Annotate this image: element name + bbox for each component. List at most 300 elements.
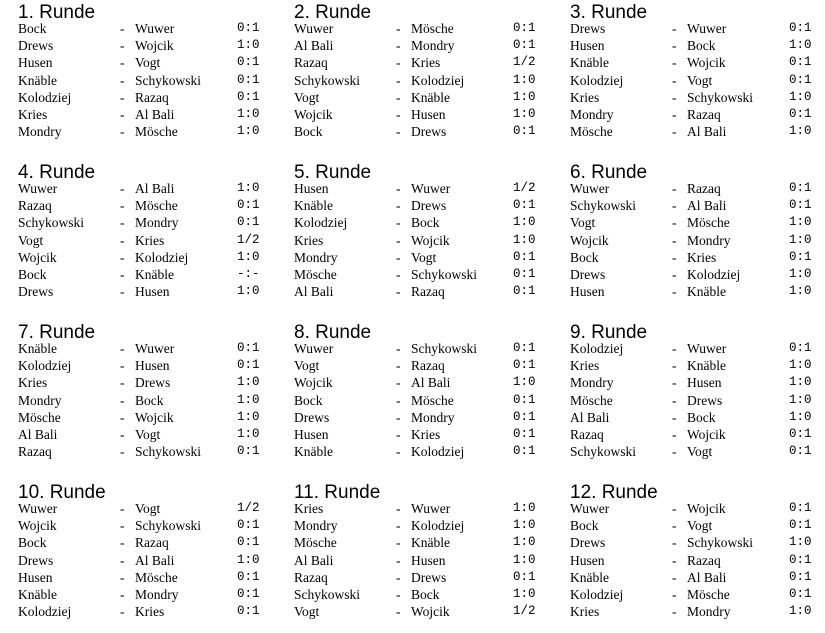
pairing-row xyxy=(294,534,556,551)
white-player: Razaq xyxy=(294,569,328,585)
pairing-row xyxy=(294,249,556,266)
pairing-separator: - xyxy=(396,232,401,248)
white-player: Wuwer xyxy=(18,181,58,196)
pairing-separator: - xyxy=(120,586,125,602)
white-player: Husen xyxy=(570,552,605,568)
pairing-row xyxy=(570,534,825,551)
pairing-separator: - xyxy=(396,518,401,534)
black-player: Kries xyxy=(687,249,717,265)
pairing-row xyxy=(570,500,825,517)
white-player: Schykowski xyxy=(570,198,637,214)
white-player: Al Bali xyxy=(294,552,334,568)
game-result: 0:1 xyxy=(789,426,812,441)
pairings-list xyxy=(294,20,556,140)
pairing-row xyxy=(570,180,825,197)
white-player: Mösche xyxy=(570,392,613,408)
black-player: Razaq xyxy=(687,106,721,122)
pairing-separator: - xyxy=(120,358,125,374)
round-title: 8. Runde xyxy=(294,322,372,343)
pairing-separator: - xyxy=(396,392,401,408)
pairing-row xyxy=(570,72,825,89)
pairing-separator: - xyxy=(120,89,125,105)
pairing-separator: - xyxy=(120,124,125,140)
game-result: 1:0 xyxy=(237,392,260,407)
pairing-separator: - xyxy=(396,266,401,282)
game-result: 1/2 xyxy=(237,501,260,515)
round-title: 10. Runde xyxy=(18,482,106,503)
pairing-separator: - xyxy=(672,358,677,374)
black-player: Razaq xyxy=(687,181,721,196)
pairing-row xyxy=(294,374,556,391)
game-result: 0:1 xyxy=(789,444,812,459)
game-result: 0:1 xyxy=(513,358,536,373)
black-player: Mösche xyxy=(411,392,454,408)
pairing-row xyxy=(570,552,825,569)
round-title: 5. Runde xyxy=(294,162,372,183)
game-result: 1:0 xyxy=(513,72,536,87)
game-result: 0:1 xyxy=(789,518,812,533)
white-player: Knäble xyxy=(294,198,333,214)
black-player: Bock xyxy=(411,215,440,231)
game-result: 1/2 xyxy=(513,55,536,70)
game-result: 0:1 xyxy=(237,604,260,619)
white-player: Mondry xyxy=(294,249,338,265)
pairing-separator: - xyxy=(120,518,125,534)
round-block-7 xyxy=(18,322,280,460)
game-result: 1:0 xyxy=(789,215,812,230)
game-result: -:- xyxy=(237,266,260,281)
black-player: Razaq xyxy=(687,552,721,568)
pairing-separator: - xyxy=(396,444,401,460)
black-player: Kries xyxy=(411,55,441,71)
black-player: Schykowski xyxy=(411,341,478,356)
pairing-row xyxy=(570,123,825,140)
pairing-row xyxy=(294,357,556,374)
black-player: Vogt xyxy=(135,501,161,516)
white-player: Bock xyxy=(18,535,47,551)
pairing-row xyxy=(18,534,280,551)
game-result: 1:0 xyxy=(237,249,260,264)
white-player: Husen xyxy=(294,181,329,196)
game-result: 0:1 xyxy=(789,198,812,213)
white-player: Husen xyxy=(570,38,605,54)
pairing-separator: - xyxy=(396,501,401,516)
pairings-list xyxy=(294,500,556,620)
pairings-list xyxy=(570,180,825,300)
black-player: Wuwer xyxy=(687,341,727,356)
game-result: 1:0 xyxy=(237,106,260,121)
game-result: 0:1 xyxy=(513,444,536,459)
pairing-separator: - xyxy=(120,392,125,408)
pairing-separator: - xyxy=(672,444,677,460)
pairing-separator: - xyxy=(120,604,125,620)
pairing-separator: - xyxy=(672,284,677,300)
game-result: 0:1 xyxy=(237,569,260,584)
pairing-separator: - xyxy=(672,198,677,214)
pairing-separator: - xyxy=(120,284,125,300)
round-block-2 xyxy=(294,2,556,140)
pairing-row xyxy=(294,283,556,300)
pairing-separator: - xyxy=(672,89,677,105)
pairing-row xyxy=(18,392,280,409)
game-result: 1:0 xyxy=(237,284,260,299)
white-player: Kries xyxy=(570,358,600,374)
round-block-5 xyxy=(294,162,556,300)
pairing-row xyxy=(294,443,556,460)
white-player: Schykowski xyxy=(294,586,361,602)
white-player: Knäble xyxy=(18,72,57,88)
pairing-row xyxy=(18,180,280,197)
pairing-row xyxy=(18,197,280,214)
game-result: 1:0 xyxy=(237,426,260,441)
black-player: Bock xyxy=(135,392,164,408)
game-result: 1:0 xyxy=(513,375,536,390)
pairing-row xyxy=(570,443,825,460)
pairing-row xyxy=(294,500,556,517)
black-player: Al Bali xyxy=(135,106,175,122)
game-result: 1:0 xyxy=(237,375,260,390)
game-result: 1:0 xyxy=(789,38,812,53)
white-player: Kries xyxy=(18,106,48,122)
game-result: 1:0 xyxy=(789,535,812,550)
white-player: Bock xyxy=(18,266,47,282)
pairing-row xyxy=(18,20,280,37)
game-result: 1:0 xyxy=(513,232,536,247)
white-player: Husen xyxy=(294,426,329,442)
black-player: Knäble xyxy=(687,284,726,300)
pairing-separator: - xyxy=(120,266,125,282)
pairing-separator: - xyxy=(672,215,677,231)
black-player: Razaq xyxy=(135,535,169,551)
black-player: Knäble xyxy=(135,266,174,282)
white-player: Vogt xyxy=(294,358,320,374)
white-player: Kolodziej xyxy=(18,358,72,374)
pairing-row xyxy=(18,54,280,71)
pairing-separator: - xyxy=(672,266,677,282)
pairing-separator: - xyxy=(672,21,677,36)
white-player: Mösche xyxy=(294,535,337,551)
game-result: 0:1 xyxy=(237,586,260,601)
round-block-3 xyxy=(570,2,825,140)
pairing-separator: - xyxy=(672,535,677,551)
white-player: Mondry xyxy=(18,124,62,140)
game-result: 0:1 xyxy=(237,215,260,230)
black-player: Kries xyxy=(411,426,441,442)
pairing-separator: - xyxy=(120,21,125,36)
black-player: Wuwer xyxy=(411,501,451,516)
game-result: 1:0 xyxy=(237,38,260,53)
pairing-separator: - xyxy=(396,535,401,551)
pairing-row xyxy=(294,123,556,140)
white-player: Kolodziej xyxy=(570,72,624,88)
pairing-row xyxy=(294,72,556,89)
game-result: 1/2 xyxy=(513,604,536,619)
white-player: Wuwer xyxy=(18,501,58,516)
white-player: Kries xyxy=(570,604,600,620)
white-player: Al Bali xyxy=(294,284,334,300)
pairing-row xyxy=(18,249,280,266)
white-player: Bock xyxy=(294,392,323,408)
game-result: 0:1 xyxy=(237,535,260,550)
black-player: Mondry xyxy=(135,215,179,231)
white-player: Kolodziej xyxy=(294,215,348,231)
game-result: 1:0 xyxy=(237,181,260,195)
black-player: Mondry xyxy=(411,409,455,425)
black-player: Wojcik xyxy=(411,604,450,620)
black-player: Schykowski xyxy=(135,72,202,88)
round-title: 9. Runde xyxy=(570,322,648,343)
black-player: Wojcik xyxy=(687,501,726,516)
pairings-list xyxy=(18,180,280,300)
black-player: Razaq xyxy=(411,284,445,300)
white-player: Bock xyxy=(294,124,323,140)
game-result: 1:0 xyxy=(789,604,812,619)
black-player: Husen xyxy=(135,358,170,374)
black-player: Husen xyxy=(687,375,722,391)
black-player: Kolodziej xyxy=(687,266,741,282)
white-player: Schykowski xyxy=(294,72,361,88)
game-result: 0:1 xyxy=(513,284,536,299)
pairing-separator: - xyxy=(396,89,401,105)
pairing-separator: - xyxy=(396,198,401,214)
black-player: Knäble xyxy=(411,535,450,551)
pairing-row xyxy=(18,409,280,426)
pairing-row xyxy=(570,603,825,620)
white-player: Mösche xyxy=(570,124,613,140)
game-result: 1:0 xyxy=(789,124,812,139)
game-result: 1:0 xyxy=(789,392,812,407)
pairing-separator: - xyxy=(672,249,677,265)
black-player: Wojcik xyxy=(135,409,174,425)
game-result: 1:0 xyxy=(513,518,536,533)
white-player: Kries xyxy=(18,375,48,391)
game-result: 0:1 xyxy=(789,341,812,355)
black-player: Wojcik xyxy=(411,232,450,248)
pairing-row xyxy=(18,517,280,534)
pairing-row xyxy=(294,552,556,569)
pairing-row xyxy=(294,20,556,37)
black-player: Kries xyxy=(135,232,165,248)
game-result: 0:1 xyxy=(789,552,812,567)
pairing-separator: - xyxy=(672,501,677,516)
white-player: Wojcik xyxy=(570,232,609,248)
black-player: Vogt xyxy=(687,72,713,88)
pairing-separator: - xyxy=(120,198,125,214)
white-player: Drews xyxy=(18,552,54,568)
white-player: Knäble xyxy=(18,341,57,356)
pairing-row xyxy=(570,89,825,106)
pairing-row xyxy=(294,586,556,603)
pairing-separator: - xyxy=(120,181,125,196)
white-player: Schykowski xyxy=(18,215,85,231)
pairing-separator: - xyxy=(396,426,401,442)
pairings-list xyxy=(18,20,280,140)
white-player: Husen xyxy=(18,569,53,585)
white-player: Mondry xyxy=(18,392,62,408)
white-player: Schykowski xyxy=(570,444,637,460)
game-result: 0:1 xyxy=(789,501,812,515)
pairings-list xyxy=(294,180,556,300)
pairing-row xyxy=(294,603,556,620)
black-player: Mondry xyxy=(411,38,455,54)
game-result: 0:1 xyxy=(513,249,536,264)
game-result: 1:0 xyxy=(513,552,536,567)
pairing-separator: - xyxy=(120,569,125,585)
pairing-row xyxy=(18,214,280,231)
black-player: Mondry xyxy=(687,232,731,248)
white-player: Kolodziej xyxy=(570,341,624,356)
pairings-list xyxy=(570,340,825,460)
black-player: Vogt xyxy=(411,249,437,265)
white-player: Razaq xyxy=(18,444,52,460)
black-player: Wuwer xyxy=(135,341,175,356)
pairing-separator: - xyxy=(396,604,401,620)
white-player: Razaq xyxy=(294,55,328,71)
white-player: Mösche xyxy=(18,409,61,425)
white-player: Knäble xyxy=(570,569,609,585)
game-result: 1:0 xyxy=(513,501,536,515)
game-result: 0:1 xyxy=(513,21,536,35)
white-player: Razaq xyxy=(570,426,604,442)
white-player: Kries xyxy=(294,232,324,248)
black-player: Husen xyxy=(411,106,446,122)
white-player: Husen xyxy=(570,284,605,300)
pairing-row xyxy=(570,249,825,266)
black-player: Mondry xyxy=(687,604,731,620)
game-result: 1:0 xyxy=(789,375,812,390)
pairing-row xyxy=(294,106,556,123)
pairing-row xyxy=(294,340,556,357)
black-player: Wojcik xyxy=(687,55,726,71)
pairing-separator: - xyxy=(396,124,401,140)
black-player: Husen xyxy=(135,284,170,300)
pairing-separator: - xyxy=(120,535,125,551)
black-player: Schykowski xyxy=(687,89,754,105)
black-player: Bock xyxy=(687,409,716,425)
pairing-row xyxy=(570,586,825,603)
pairing-row xyxy=(18,266,280,283)
pairing-row xyxy=(570,409,825,426)
game-result: 0:1 xyxy=(789,249,812,264)
game-result: 1/2 xyxy=(513,181,536,195)
pairing-separator: - xyxy=(672,518,677,534)
game-result: 0:1 xyxy=(237,72,260,87)
game-result: 1:0 xyxy=(237,124,260,139)
game-result: 0:1 xyxy=(237,341,260,355)
pairing-separator: - xyxy=(396,358,401,374)
white-player: Al Bali xyxy=(294,38,334,54)
round-block-4 xyxy=(18,162,280,300)
black-player: Al Bali xyxy=(687,569,727,585)
white-player: Drews xyxy=(570,266,606,282)
pairing-separator: - xyxy=(120,72,125,88)
pairing-row xyxy=(294,232,556,249)
pairing-separator: - xyxy=(120,409,125,425)
pairing-separator: - xyxy=(672,586,677,602)
pairing-row xyxy=(18,37,280,54)
pairings-list xyxy=(294,340,556,460)
game-result: 1:0 xyxy=(513,89,536,104)
white-player: Kolodziej xyxy=(18,89,72,105)
pairing-row xyxy=(294,37,556,54)
black-player: Al Bali xyxy=(135,181,175,196)
game-result: 0:1 xyxy=(237,89,260,104)
white-player: Drews xyxy=(570,535,606,551)
game-result: 1:0 xyxy=(789,266,812,281)
pairing-row xyxy=(18,603,280,620)
pairing-row xyxy=(294,569,556,586)
round-block-10 xyxy=(18,482,280,620)
black-player: Kolodziej xyxy=(135,249,189,265)
white-player: Wojcik xyxy=(294,106,333,122)
round-block-1 xyxy=(18,2,280,140)
white-player: Vogt xyxy=(18,232,44,248)
pairing-row xyxy=(570,340,825,357)
pairing-separator: - xyxy=(396,375,401,391)
round-title: 1. Runde xyxy=(18,2,96,23)
black-player: Wuwer xyxy=(135,21,175,36)
game-result: 0:1 xyxy=(237,518,260,533)
pairing-row xyxy=(294,89,556,106)
pairing-row xyxy=(570,266,825,283)
round-title: 2. Runde xyxy=(294,2,372,23)
round-title: 12. Runde xyxy=(570,482,658,503)
white-player: Mösche xyxy=(294,266,337,282)
pairing-separator: - xyxy=(120,375,125,391)
pairing-row xyxy=(18,283,280,300)
pairings-list xyxy=(18,500,280,620)
pairing-separator: - xyxy=(672,426,677,442)
pairing-separator: - xyxy=(396,21,401,36)
pairing-row xyxy=(294,197,556,214)
round-block-6 xyxy=(570,162,825,300)
game-result: 0:1 xyxy=(513,266,536,281)
white-player: Al Bali xyxy=(18,426,58,442)
game-result: 0:1 xyxy=(513,198,536,213)
white-player: Knäble xyxy=(294,444,333,460)
white-player: Kolodziej xyxy=(570,586,624,602)
pairing-separator: - xyxy=(672,72,677,88)
game-result: 1:0 xyxy=(513,535,536,550)
black-player: Schykowski xyxy=(135,518,202,534)
pairing-row xyxy=(18,443,280,460)
pairing-separator: - xyxy=(672,232,677,248)
pairing-separator: - xyxy=(672,341,677,356)
white-player: Al Bali xyxy=(570,409,610,425)
pairing-separator: - xyxy=(120,341,125,356)
white-player: Wojcik xyxy=(18,518,57,534)
black-player: Wuwer xyxy=(687,21,727,36)
pairing-separator: - xyxy=(120,106,125,122)
game-result: 0:1 xyxy=(513,569,536,584)
pairing-row xyxy=(18,569,280,586)
white-player: Bock xyxy=(570,249,599,265)
pairing-separator: - xyxy=(396,106,401,122)
pairing-separator: - xyxy=(672,106,677,122)
white-player: Drews xyxy=(18,284,54,300)
game-result: 1:0 xyxy=(789,89,812,104)
black-player: Drews xyxy=(411,569,447,585)
pairing-row xyxy=(294,409,556,426)
game-result: 0:1 xyxy=(513,409,536,424)
pairing-row xyxy=(570,374,825,391)
pairing-row xyxy=(570,20,825,37)
pairing-separator: - xyxy=(396,284,401,300)
round-block-11 xyxy=(294,482,556,620)
pairing-row xyxy=(18,89,280,106)
pairing-separator: - xyxy=(396,569,401,585)
white-player: Vogt xyxy=(294,89,320,105)
